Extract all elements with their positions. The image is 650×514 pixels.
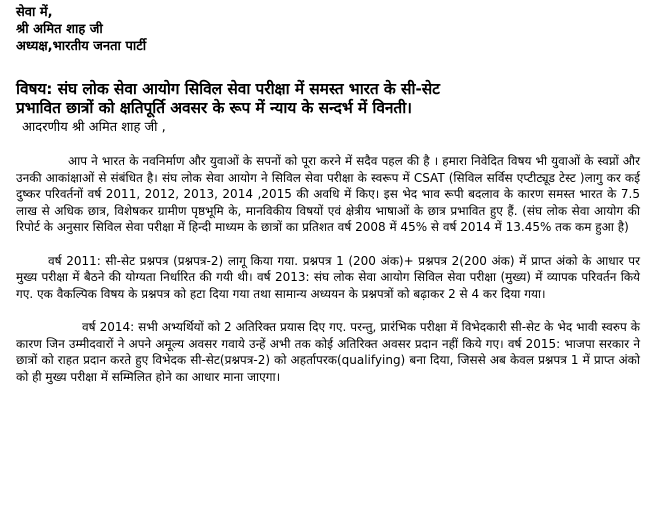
body-paragraph-2: वर्ष 2011: सी-सेट प्रश्नपत्र (प्रश्नपत्र-2) लागू किया गया. प्रश्नपत्र 1 (200 अंक)+ प्रश्नपत्र 2(200 अंक) में प्राप्त अंको के आधार पर मुख्य परीक्षा में बैठने की योग्यता निर्धारित की गयी थी। वर्ष 2013: संघ लोक सेवा आयोग सिविल सेवा परीक्षा (मुख्य) में व्यापक परिवर्तन किये गए. एक वैकल्पिक विषय के प्रश्नपत्र को हटा दिया गया तथा सामान्य अध्ययन के प्रश्नपत्रों को बढ़ाकर 2 से 4 कर दिया गया।	[16, 253, 640, 301]
address-line-recipient-name: श्री अमित शाह जी	[16, 22, 103, 37]
body-paragraph-3: वर्ष 2014: सभी अभ्यर्थियों को 2 अतिरिक्त प्रयास दिए गए. परन्तु, प्रारंभिक परीक्षा में विभेदकारी सी-सेट के भेद भावी स्वरुप के कारण जिन उम्मीदवारों ने अपने अमूल्य अवसर गवाये उन्हें अभी तक कोई अतिरिक्त अवसर प्रदान नहीं किये गए। वर्ष 2015: भाजपा सरकार ने छात्रों को राहत प्रदान करते हुए विभेदक सी-सेट(प्रश्नपत्र-2) को अहर्तापरक(qualifying) बना दिया, जिससे अब केवल प्रश्नपत्र 1 में प्राप्त अंको को ही मुख्य परीक्षा में सम्मिलित होने का आधार माना जाएगा।	[16, 320, 640, 384]
subject-line-1: विषय: संघ लोक सेवा आयोग सिविल सेवा परीक्षा में समस्त भारत के सी-सेट	[16, 80, 440, 98]
subject-line-2: प्रभावित छात्रों को क्षतिपूर्ति अवसर के रूप में न्याय के सन्दर्भ में विनती।	[16, 99, 412, 117]
body-paragraph-1: आप ने भारत के नवनिर्माण और युवाओं के सपनों को पूरा करने में सदैव पहल की है । हमारा निवेदित विषय भी युवाओं के स्वप्नों और उनकी आकांक्षाओं से संबंधित है। संघ लोक सेवा आयोग ने सिविल सेवा परीक्षा के स्वरूप में CSAT (सिविल सर्विस एप्टीट्यूड टेस्ट )लागु कर कई दुष्कर परिवर्तनों वर्ष 2011, 2012, 2013, 2014 ,2015 की अवधि में किए। इस भेद भाव रूपी बदलाव के कारण समस्त भारत के 7.5 लाख से अधिक छात्र, विशेषकर ग्रामीण पृष्ठभूमि के, मानविकीय विषयों एवं क्षेत्रीय भाषाओं के छात्र प्रभावित हुए हैं. (संघ लोक सेवा आयोग की रिपोर्ट के अनुसार सिविल सेवा परीक्षा में हिन्दी माध्यम के छात्रों का प्रतिशत वर्ष 2008 में 45% से वर्ष 2014 में 13.45% तक कम हुआ है)	[16, 154, 640, 234]
address-line-designation: अध्यक्ष,भारतीय जनता पार्टी	[16, 39, 147, 54]
recipient-address	[16, 4, 640, 55]
salutation: आदरणीय श्री अमित शाह जी ,	[22, 120, 166, 135]
address-line-greeting: सेवा में,	[16, 5, 53, 20]
letter-subject	[16, 80, 640, 118]
